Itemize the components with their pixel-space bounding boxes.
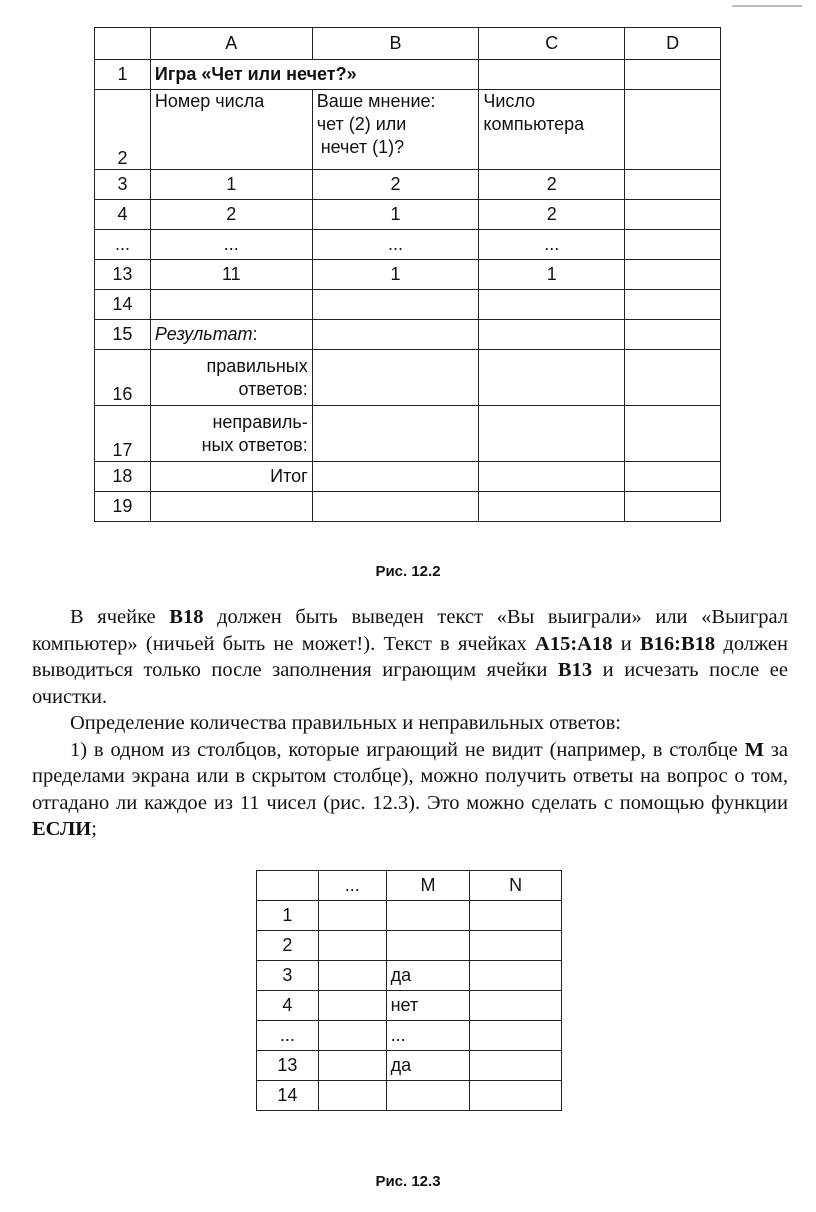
text-run: должен быть выведен текст «Вы выиграли» или «Выиграл компьютер» (ничьей быть не может!). Текст в ячейках xyxy=(32,606,788,655)
data-cell-b: ... xyxy=(312,230,479,260)
data-cell-d xyxy=(625,230,721,260)
result-colon: : xyxy=(252,324,258,344)
header-opinion-line: чет (2) или xyxy=(316,114,407,134)
table-row xyxy=(95,492,721,522)
header-computer-cell xyxy=(479,90,625,170)
data-cell-a: 2 xyxy=(150,200,312,230)
table-row xyxy=(95,90,721,170)
empty-cell xyxy=(479,462,625,492)
table-row xyxy=(95,200,721,230)
table-row xyxy=(257,1051,562,1081)
cell-c1 xyxy=(479,60,625,90)
column-header-c: C xyxy=(479,28,625,60)
corner-cell xyxy=(257,871,319,901)
text-run: В ячейке xyxy=(70,606,170,628)
empty-cell xyxy=(318,901,386,931)
empty-cell xyxy=(479,320,625,350)
cell-ref: B13 xyxy=(557,659,593,681)
row-number: 2 xyxy=(95,90,151,170)
spreadsheet-figure-12-2 xyxy=(94,27,721,522)
figure-caption-12-2: Рис. 12.2 xyxy=(375,563,441,580)
body-text xyxy=(32,604,788,843)
correct-answers-label-cell xyxy=(150,350,312,406)
data-cell-b: 1 xyxy=(312,260,479,290)
column-header-n: N xyxy=(470,871,562,901)
empty-cell xyxy=(312,462,479,492)
m-cell: ... xyxy=(386,1021,470,1051)
table-row xyxy=(257,901,562,931)
column-header-ellipsis: ... xyxy=(318,871,386,901)
empty-cell xyxy=(470,901,562,931)
cell-d2 xyxy=(625,90,721,170)
header-opinion-line: нечет (1)? xyxy=(320,137,405,157)
row-number: 1 xyxy=(257,901,319,931)
row-number: 4 xyxy=(257,991,319,1021)
empty-cell xyxy=(470,991,562,1021)
data-cell-b: 1 xyxy=(312,200,479,230)
empty-cell xyxy=(470,1021,562,1051)
row-number: 16 xyxy=(95,350,151,406)
m-cell xyxy=(386,931,470,961)
data-cell-a: 11 xyxy=(150,260,312,290)
empty-cell xyxy=(312,492,479,522)
incorrect-answers-label-cell xyxy=(150,406,312,462)
empty-cell xyxy=(625,462,721,492)
data-cell-d xyxy=(625,170,721,200)
row-number: 14 xyxy=(257,1081,319,1111)
empty-cell xyxy=(150,492,312,522)
text-run: и xyxy=(612,632,640,655)
empty-cell xyxy=(625,350,721,406)
row-number: 15 xyxy=(95,320,151,350)
table-row xyxy=(95,60,721,90)
column-header-m: M xyxy=(386,871,470,901)
correct-answers-line: ответов: xyxy=(238,378,308,399)
table-row xyxy=(95,350,721,406)
empty-cell xyxy=(150,290,312,320)
text-run: ; xyxy=(91,818,97,840)
table-row xyxy=(95,260,721,290)
row-number: 19 xyxy=(95,492,151,522)
empty-cell xyxy=(479,350,625,406)
header-number-cell xyxy=(150,90,312,170)
paragraph xyxy=(32,737,788,843)
empty-cell xyxy=(625,406,721,462)
corner-cell xyxy=(95,28,151,60)
m-cell xyxy=(386,1081,470,1111)
row-number: 2 xyxy=(257,931,319,961)
table-row xyxy=(257,931,562,961)
empty-cell xyxy=(479,492,625,522)
paragraph: Определение количества правильных и неправильных ответов: xyxy=(70,712,621,734)
row-number: 4 xyxy=(95,200,151,230)
data-cell-c: 2 xyxy=(479,200,625,230)
table-row xyxy=(95,406,721,462)
table-row xyxy=(95,230,721,260)
empty-cell xyxy=(312,290,479,320)
empty-cell xyxy=(479,406,625,462)
empty-cell xyxy=(312,350,479,406)
data-cell-a: 1 xyxy=(150,170,312,200)
incorrect-answers-line: ных ответов: xyxy=(201,434,308,455)
empty-cell xyxy=(318,1051,386,1081)
row-number: 18 xyxy=(95,462,151,492)
incorrect-answers-line: неправиль- xyxy=(212,411,308,432)
row-number: 1 xyxy=(95,60,151,90)
header-number-label: Номер числа xyxy=(154,91,265,111)
empty-cell xyxy=(470,1081,562,1111)
header-opinion-cell xyxy=(312,90,479,170)
table-row xyxy=(95,320,721,350)
m-cell: да xyxy=(386,1051,470,1081)
empty-cell xyxy=(318,991,386,1021)
m-cell: да xyxy=(386,961,470,991)
table-row xyxy=(95,170,721,200)
m-cell xyxy=(386,901,470,931)
header-computer-line: компьютера xyxy=(483,114,585,134)
total-label: Итог xyxy=(150,462,312,492)
empty-cell xyxy=(625,492,721,522)
table-row xyxy=(95,462,721,492)
table-row xyxy=(95,290,721,320)
column-header-row xyxy=(95,28,721,60)
m-cell: нет xyxy=(386,991,470,1021)
row-number: ... xyxy=(257,1021,319,1051)
paragraph xyxy=(32,604,788,710)
row-number: ... xyxy=(95,230,151,260)
text-run: и исчезать после ее очистки. xyxy=(32,659,788,708)
empty-cell xyxy=(470,1051,562,1081)
table-row xyxy=(257,991,562,1021)
column-header-b: B xyxy=(312,28,479,60)
page-edge-mark xyxy=(732,0,802,7)
row-number: 3 xyxy=(95,170,151,200)
empty-cell xyxy=(312,406,479,462)
empty-cell xyxy=(318,1021,386,1051)
row-number: 17 xyxy=(95,406,151,462)
table-row xyxy=(257,1081,562,1111)
text-run: за пределами экрана или в скрытом столбце), можно получить ответы на вопрос о том, отгадано ли каждое из 11 чисел (рис. 12.3). Это можно сделать с помощью функции xyxy=(32,738,788,814)
empty-cell xyxy=(479,290,625,320)
data-cell-a: ... xyxy=(150,230,312,260)
data-cell-d xyxy=(625,200,721,230)
empty-cell xyxy=(470,961,562,991)
column-ref: M xyxy=(744,738,764,761)
table-row xyxy=(257,1021,562,1051)
correct-answers-line: правильных xyxy=(206,355,308,376)
empty-cell xyxy=(312,320,479,350)
row-number: 14 xyxy=(95,290,151,320)
data-cell-b: 2 xyxy=(312,170,479,200)
row-number: 3 xyxy=(257,961,319,991)
text-run: 1) в одном из столбцов, которые играющий не видит (например, в столбце xyxy=(70,738,745,761)
result-label-cell xyxy=(150,320,312,350)
empty-cell xyxy=(318,961,386,991)
table-row xyxy=(257,961,562,991)
column-header-d: D xyxy=(625,28,721,60)
empty-cell xyxy=(470,931,562,961)
cell-ref: B16:B18 xyxy=(639,632,716,655)
row-number: 13 xyxy=(257,1051,319,1081)
cell-ref: A15:A18 xyxy=(535,632,613,655)
column-header-row xyxy=(257,871,562,901)
header-opinion-line: Ваше мнение: xyxy=(316,91,436,111)
cell-d1 xyxy=(625,60,721,90)
function-name: ЕСЛИ xyxy=(32,818,92,840)
spreadsheet-figure-12-3 xyxy=(256,870,562,1111)
empty-cell xyxy=(625,320,721,350)
text-run: должен выводиться только после заполнения играющим ячейки xyxy=(32,632,788,681)
empty-cell xyxy=(318,931,386,961)
row-number: 13 xyxy=(95,260,151,290)
cell-ref: B18 xyxy=(169,606,204,628)
data-cell-c: 1 xyxy=(479,260,625,290)
figure-caption-12-3: Рис. 12.3 xyxy=(375,1173,441,1190)
game-title-cell: Игра «Чет или нечет?» xyxy=(150,60,478,90)
result-label: Результат xyxy=(154,324,253,344)
data-cell-c: ... xyxy=(479,230,625,260)
empty-cell xyxy=(625,290,721,320)
header-computer-line: Число xyxy=(483,91,536,111)
data-cell-c: 2 xyxy=(479,170,625,200)
empty-cell xyxy=(318,1081,386,1111)
column-header-a: A xyxy=(150,28,312,60)
data-cell-d xyxy=(625,260,721,290)
